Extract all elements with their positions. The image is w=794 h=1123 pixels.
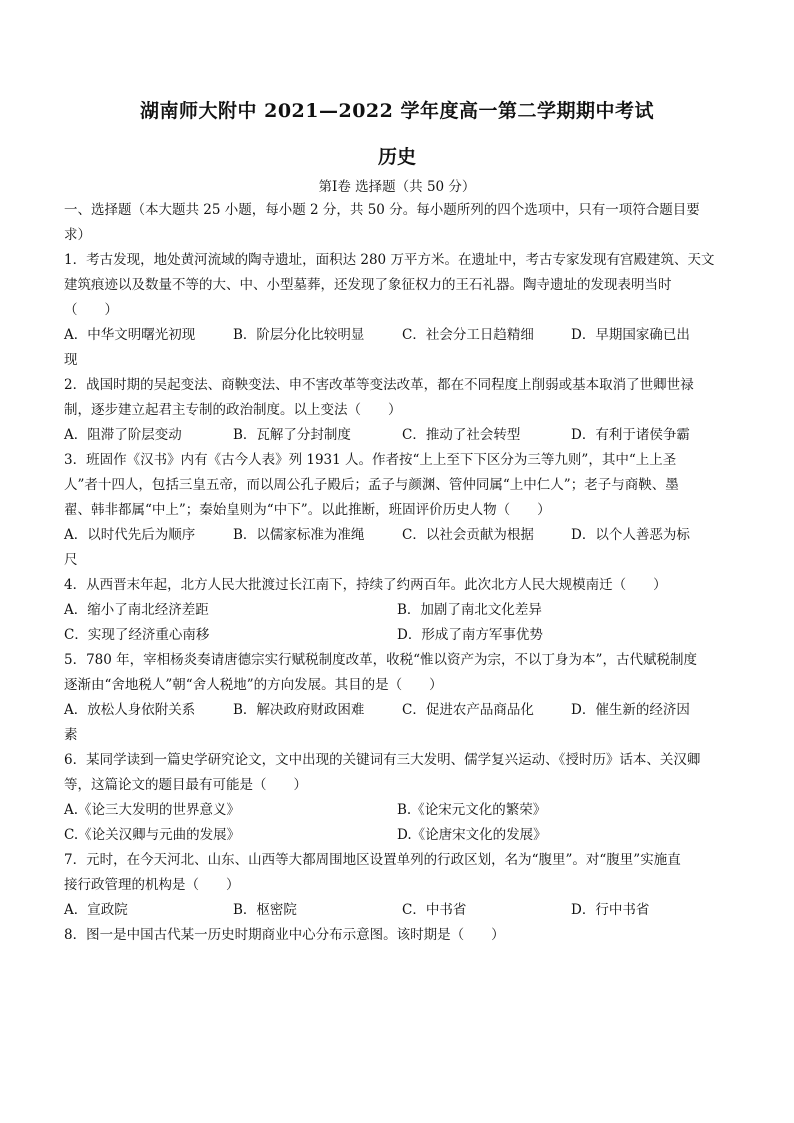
options-row [64, 323, 730, 348]
option-a[interactable]: A．缩小了南北经济差距 [64, 602, 209, 618]
options-row [64, 698, 730, 723]
question-stem-line: 逐渐由“舍地税人”朝“舍人税地”的方向发展。其目的是（ ） [64, 677, 443, 693]
option-d[interactable]: D．以个人善恶为标 [571, 527, 690, 543]
option-d-wrap: 尺 [64, 552, 78, 568]
question-stem-line: 制，逐步建立起君主专制的政治制度。以上变法（ ） [64, 402, 402, 418]
question-stem-line: 5．780 年，宰相杨炎奏请唐德宗实行赋税制度改革，收税“惟以资产为宗，不以丁身为本”，古代赋税制度 [64, 652, 697, 668]
option-d[interactable]: D．有利于诸侯争霸 [571, 427, 690, 443]
subject-heading: 历史 [377, 146, 416, 168]
question-5 [64, 648, 730, 748]
section-heading: 第Ⅰ卷 选择题（共 50 分） [318, 179, 476, 195]
option-c[interactable]: C.《论关汉卿与元曲的发展》 [64, 827, 241, 843]
question-3 [64, 448, 730, 573]
option-b[interactable]: B．枢密院 [233, 902, 297, 918]
option-c[interactable]: C．实现了经济重心南移 [64, 627, 210, 643]
options-row [64, 898, 730, 923]
question-stem-line: 2．战国时期的吴起变法、商鞅变法、申不害改革等变法改革，都在不同程度上削弱或基本取消了世卿世禄 [64, 377, 694, 393]
option-c[interactable]: C．推动了社会转型 [402, 427, 521, 443]
option-b[interactable]: B.《论宋元文化的繁荣》 [397, 802, 547, 818]
options-row [64, 598, 730, 623]
question-stem-line: 接行政管理的机构是（ ） [64, 877, 240, 893]
question-stem-line: 1．考古发现，地处黄河流域的陶寺遗址，面积达 280 万平方米。在遗址中，考古专家发现有宫殿建筑、天文 [64, 252, 715, 268]
question-stem-line: 等，这篇论文的题目最有可能是（ ） [64, 777, 307, 793]
option-c[interactable]: C．社会分工日趋精细 [402, 327, 534, 343]
question-stem-line: 8．图一是中国古代某一历史时期商业中心分布示意图。该时期是（ ） [64, 927, 505, 943]
question-stem-line: 4．从西晋末年起，北方人民大批渡过长江南下，持续了约两百年。此次北方人民大规模南迁（ ） [64, 577, 667, 593]
question-stem-line: 建筑痕迹以及数量不等的大、中、小型墓葬，还发现了象征权力的王石礼器。陶寺遗址的发现表明当时 [64, 277, 672, 293]
question-stem-line: 7．元时，在今天河北、山东、山西等大都周围地区设置单列的行政区划，名为“腹里”。对“腹里”实施直 [64, 852, 681, 868]
options-row [64, 823, 730, 848]
option-d[interactable]: D．行中书省 [571, 902, 650, 918]
instructions-line: 求） [64, 227, 91, 243]
question-1 [64, 248, 730, 373]
option-d-wrap: 素 [64, 727, 78, 743]
option-a[interactable]: A.《论三大发明的世界意义》 [64, 802, 241, 818]
question-2 [64, 373, 730, 448]
instructions-line: 一、选择题（本大题共 25 小题，每小题 2 分，共 50 分。每小题所列的四个选项中，只有一项符合题目要 [64, 202, 700, 218]
question-6 [64, 748, 730, 848]
option-b[interactable]: B．解决政府财政困难 [233, 702, 365, 718]
option-c[interactable]: C．中书省 [402, 902, 467, 918]
question-stem-line: （ ） [64, 302, 118, 318]
option-a[interactable]: A．宣政院 [64, 902, 128, 918]
options-row [64, 798, 730, 823]
question-stem-line: 翟、韩非都属“中上”；秦始皇则为“中下”。以此推断，班固评价历史人物（ ） [64, 502, 551, 518]
option-a[interactable]: A．放松人身依附关系 [64, 702, 196, 718]
option-b[interactable]: B．阶层分化比较明显 [233, 327, 365, 343]
option-a[interactable]: A．阻滞了阶层变动 [64, 427, 182, 443]
options-row [64, 423, 730, 448]
question-stem-line: 3．班固作《汉书》内有《古今人表》列 1931 人。作者按“上上至下下区分为三等九则”，其中“上上圣 [64, 452, 677, 468]
question-body [64, 198, 730, 948]
option-b[interactable]: B．瓦解了分封制度 [233, 427, 351, 443]
option-c[interactable]: C．促进农产品商品化 [402, 702, 534, 718]
option-a[interactable]: A．以时代先后为顺序 [64, 527, 196, 543]
question-stem-line: 6．某同学读到一篇史学研究论文，文中出现的关键词有三大发明、儒学复兴运动、《授时历》话本、关汉卿 [64, 752, 701, 768]
question-7 [64, 848, 730, 923]
question-8 [64, 923, 730, 948]
question-4 [64, 573, 730, 648]
question-stem-line: 人”者十四人，包括三皇五帝，而以周公孔子殿后；孟子与颜渊、管仲同属“上中仁人”；老子与商鞅、墨 [64, 477, 679, 493]
option-d[interactable]: D.《论唐宋文化的发展》 [397, 827, 547, 843]
options-row [64, 623, 730, 648]
option-d[interactable]: D．早期国家确已出 [571, 327, 690, 343]
exam-title: 湖南师大附中 2021—2022 学年度高一第二学期期中考试 [140, 100, 654, 122]
option-a[interactable]: A．中华文明曙光初现 [64, 327, 196, 343]
option-c[interactable]: C．以社会贡献为根据 [402, 527, 534, 543]
options-row [64, 523, 730, 548]
option-b[interactable]: B．加剧了南北文化差异 [397, 602, 542, 618]
option-d[interactable]: D．催生新的经济因 [571, 702, 690, 718]
option-d-wrap: 现 [64, 352, 78, 368]
option-b[interactable]: B．以儒家标准为准绳 [233, 527, 365, 543]
option-d[interactable]: D．形成了南方军事优势 [397, 627, 543, 643]
